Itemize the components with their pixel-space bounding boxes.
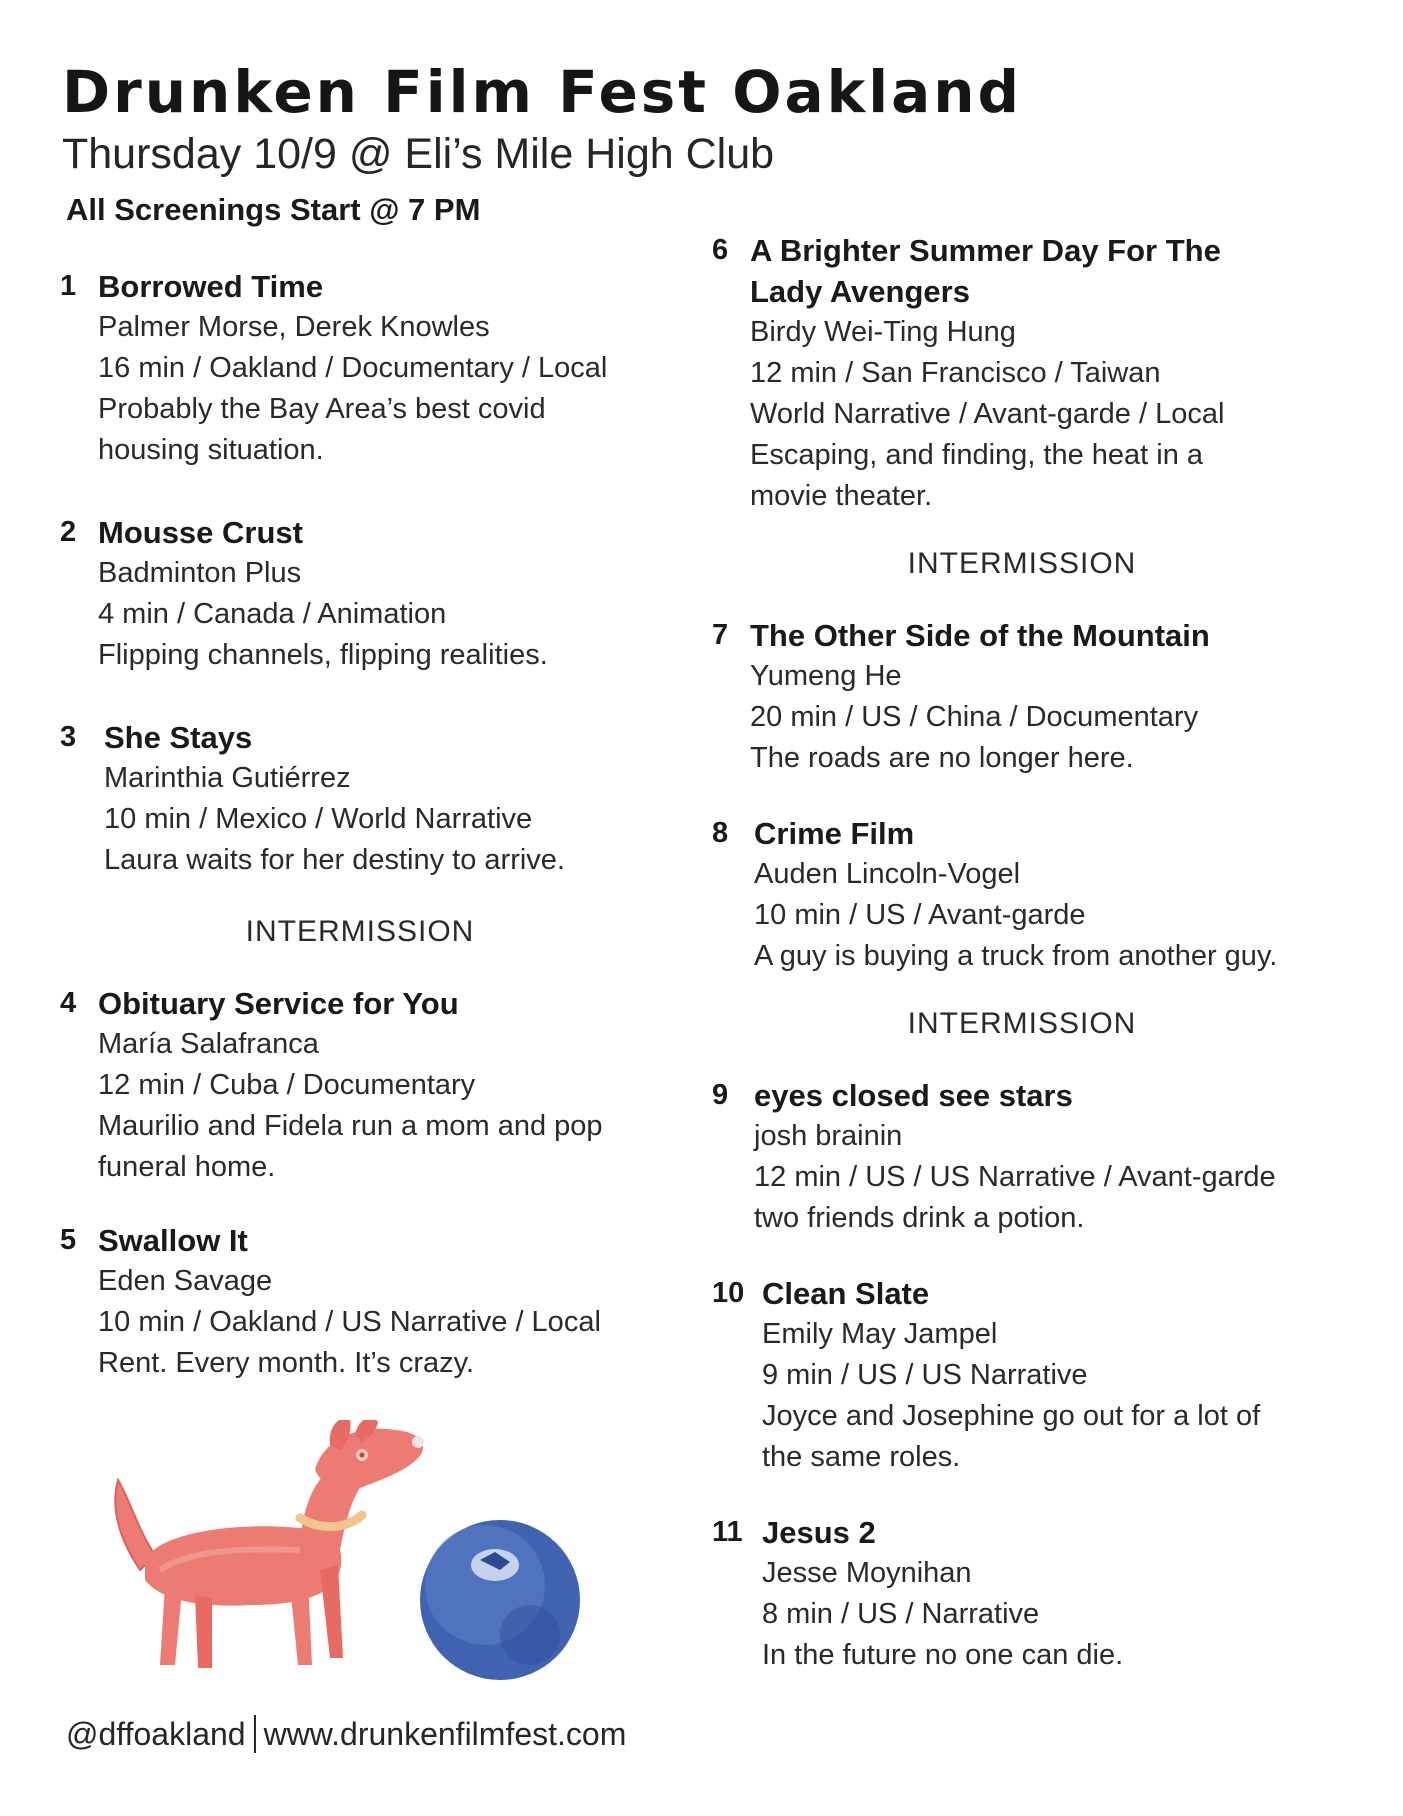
- film-details: 10 min / US / Avant-garde: [754, 899, 1086, 931]
- film-title: Mousse Crust: [98, 515, 303, 550]
- film-title: Borrowed Time: [98, 269, 324, 304]
- film-details: 10 min / Mexico / World Narrative: [104, 803, 533, 835]
- blueberry-illustration: [420, 1520, 580, 1680]
- film-director: Marinthia Gutiérrez: [104, 762, 351, 794]
- right-column: [712, 230, 1332, 1676]
- page-title: Drunken Film Fest Oakland: [62, 58, 1023, 126]
- film-description: The roads are no longer here.: [750, 742, 1134, 774]
- footer-divider: [254, 1715, 256, 1753]
- film-description: Rent. Every month. It’s crazy.: [98, 1347, 475, 1379]
- film-description: Joyce and Josephine go out for a lot of the same roles.: [762, 1400, 1261, 1473]
- film-director: Jesse Moynihan: [762, 1557, 972, 1589]
- film-entry: [712, 230, 1332, 517]
- film-description: Probably the Bay Area’s best covid housing situation.: [98, 393, 546, 466]
- film-entry: [60, 512, 640, 676]
- film-details: 12 min / San Francisco / Taiwan: [750, 357, 1161, 389]
- event-subtitle: Thursday 10/9 @ Eli’s Mile High Club: [62, 130, 775, 178]
- film-description: A guy is buying a truck from another guy.: [754, 940, 1278, 972]
- dog-illustration: [115, 1420, 424, 1668]
- film-number: 10: [712, 1277, 745, 1309]
- film-details: 9 min / US / US Narrative: [762, 1359, 1088, 1391]
- film-entry: [712, 813, 1332, 977]
- film-details: 16 min / Oakland / Documentary / Local: [98, 352, 608, 384]
- film-details: 20 min / US / China / Documentary: [750, 701, 1199, 733]
- film-director: Emily May Jampel: [762, 1318, 998, 1350]
- film-title: Obituary Service for You: [98, 986, 459, 1021]
- film-number: 1: [60, 270, 77, 302]
- film-director: Birdy Wei-Ting Hung: [750, 316, 1016, 348]
- film-title: eyes closed see stars: [754, 1078, 1073, 1113]
- footer: [66, 1715, 626, 1753]
- film-description: Escaping, and finding, the heat in a movie theater.: [750, 439, 1204, 512]
- film-details: 12 min / Cuba / Documentary: [98, 1069, 476, 1101]
- film-description: Laura waits for her destiny to arrive.: [104, 844, 565, 876]
- film-title: The Other Side of the Mountain: [750, 618, 1210, 653]
- film-entry: [60, 1220, 640, 1384]
- film-description: Flipping channels, flipping realities.: [98, 639, 548, 671]
- film-details: 4 min / Canada / Animation: [98, 598, 447, 630]
- film-entry: [712, 615, 1332, 779]
- film-entry: [60, 266, 640, 471]
- film-number: 9: [712, 1079, 729, 1111]
- film-description: two friends drink a potion.: [754, 1202, 1085, 1234]
- film-number: 5: [60, 1224, 77, 1256]
- film-details-secondary: World Narrative / Avant-garde / Local: [750, 398, 1225, 430]
- film-entry: [712, 1273, 1332, 1478]
- film-title: Clean Slate: [762, 1276, 930, 1311]
- film-title: Jesus 2: [762, 1515, 876, 1550]
- film-number: 6: [712, 234, 729, 266]
- film-number: 11: [712, 1516, 743, 1548]
- film-director: María Salafranca: [98, 1028, 319, 1060]
- film-entry: [60, 983, 640, 1188]
- film-details: 12 min / US / US Narrative / Avant-garde: [754, 1161, 1276, 1193]
- film-director: Badminton Plus: [98, 557, 302, 589]
- film-director: Auden Lincoln-Vogel: [754, 858, 1021, 890]
- film-director: Yumeng He: [750, 660, 902, 692]
- film-description: In the future no one can die.: [762, 1639, 1124, 1671]
- film-details: 10 min / Oakland / US Narrative / Local: [98, 1306, 601, 1338]
- film-entry: [712, 1512, 1332, 1676]
- film-number: 4: [60, 987, 77, 1019]
- film-number: 8: [712, 817, 729, 849]
- film-director: Palmer Morse, Derek Knowles: [98, 311, 490, 343]
- intermission-label: INTERMISSION: [245, 915, 475, 948]
- film-entry: [60, 717, 640, 881]
- film-title: A Brighter Summer Day For The Lady Avengers: [750, 233, 1221, 309]
- film-description: Maurilio and Fidela run a mom and pop funeral home.: [98, 1110, 603, 1183]
- start-time-note: All Screenings Start @ 7 PM: [66, 192, 481, 227]
- film-director: Eden Savage: [98, 1265, 273, 1297]
- social-handle[interactable]: @dffoakland: [66, 1716, 246, 1752]
- film-title: She Stays: [104, 720, 253, 755]
- left-column: [60, 266, 640, 1384]
- website-link[interactable]: www.drunkenfilmfest.com: [263, 1716, 627, 1752]
- film-number: 2: [60, 516, 77, 548]
- film-number: 7: [712, 619, 729, 651]
- intermission-label: INTERMISSION: [907, 1007, 1137, 1040]
- film-entry: [712, 1075, 1332, 1239]
- film-title: Crime Film: [754, 816, 915, 851]
- film-number: 3: [60, 721, 77, 753]
- dog-and-blueberry-illustration: [100, 1420, 620, 1690]
- film-director: josh brainin: [754, 1120, 903, 1152]
- film-details: 8 min / US / Narrative: [762, 1598, 1040, 1630]
- film-title: Swallow It: [98, 1223, 248, 1258]
- intermission-label: INTERMISSION: [907, 547, 1137, 580]
